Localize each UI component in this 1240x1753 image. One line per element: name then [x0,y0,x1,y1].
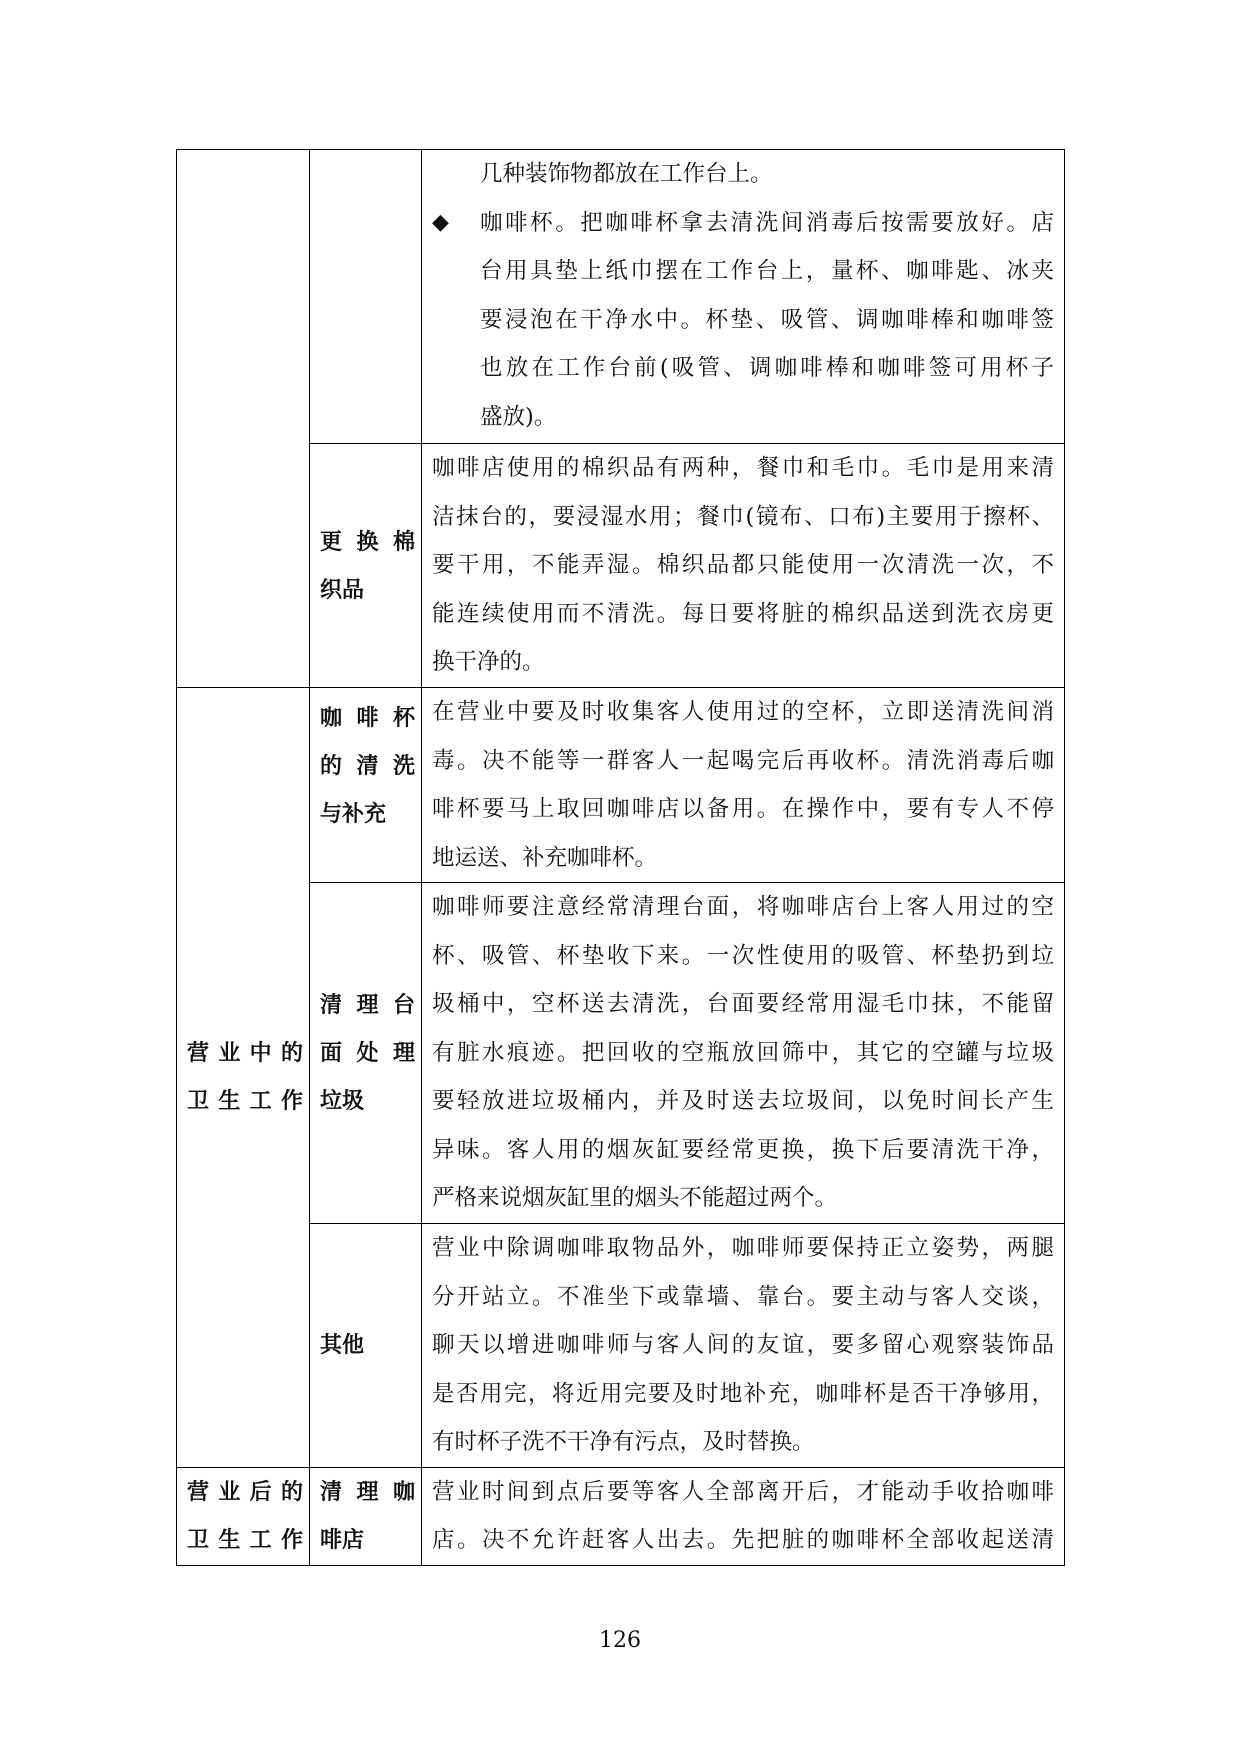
desc-line: 咖啡师要注意经常清理台面，将咖啡店台上客人用过的空 [432,894,1054,920]
subcategory-line: 更换棉 [320,528,415,555]
desc-line: 也放在工作台前(吸管、调咖啡棒和咖啡签可用杯子 [480,355,1054,381]
content-table [176,149,1065,1566]
desc-line: 几种装饰物都放在工作台上。 [480,161,773,187]
desc-line: 要轻放进垃圾桶内，并及时送去垃圾间，以免时间长产生 [432,1088,1054,1114]
desc-line: 台用具垫上纸巾摆在工作台上，量杯、咖啡匙、冰夹 [480,258,1054,284]
category-line: 营业中的 [187,1040,303,1067]
description-cell [422,150,1065,444]
category-cell [177,688,310,1468]
description-cell [422,883,1065,1224]
description-cell [422,1224,1065,1468]
desc-line: 咖啡店使用的棉织品有两种，餐巾和毛巾。毛巾是用来清 [432,455,1054,481]
desc-line: 啡杯要马上取回咖啡店以备用。在操作中，要有专人不停 [432,796,1054,822]
desc-line: 盛放)。 [480,403,557,430]
desc-line: 是否用完，将近用完要及时地补充，咖啡杯是否干净够用， [432,1380,1054,1407]
desc-line: 分开站立。不准坐下或靠墙、靠台。要主动与客人交谈， [432,1283,1054,1310]
subcategory-line: 清理咖 [320,1478,415,1505]
table-row [177,883,1065,1224]
desc-line: 店。决不允许赶客人出去。先把脏的咖啡杯全部收起送清 [432,1527,1054,1553]
subcategory-line: 咖啡杯 [320,705,415,731]
subcategory-line: 面处理 [320,1040,415,1066]
subcategory-line: 清理台 [320,992,415,1018]
desc-line: 地运送、补充咖啡杯。 [432,844,658,871]
subcategory-line: 织品 [320,576,365,603]
desc-line: 聊天以增进咖啡师与客人间的友谊，要多留心观察装饰品 [432,1332,1054,1358]
category-line: 卫生工作 [187,1526,303,1553]
table-row [177,150,1065,444]
category-line: 卫生工作 [187,1088,303,1115]
subcategory-line: 的清洗 [320,753,415,779]
subcategory-cell [310,1224,422,1468]
desc-line: 要干用，不能弄湿。棉织品都只能使用一次清洗一次，不 [432,552,1054,578]
desc-line: 异味。客人用的烟灰缸要经常更换，换下后要清洗干净， [432,1136,1054,1163]
desc-line: 要浸泡在干净水中。杯垫、吸管、调咖啡棒和咖啡签 [480,306,1054,333]
desc-line: ◆ 咖啡杯。把咖啡杯拿去清洗间消毒后按需要放好。店 [432,199,1054,248]
desc-line: 有脏水痕迹。把回收的空瓶放回筛中，其它的空罐与垃圾 [432,1039,1054,1066]
subcategory-cell [310,688,422,883]
desc-line: 能连续使用而不清洗。每日要将脏的棉织品送到洗衣房更 [432,600,1054,627]
description-cell [422,1467,1065,1565]
subcategory-cell [310,1467,422,1565]
table-row [177,1224,1065,1468]
desc-line: 严格来说烟灰缸里的烟头不能超过两个。 [432,1185,838,1211]
subcategory-cell [310,883,422,1224]
desc-line: 毒。决不能等一群客人一起喝完后再收杯。清洗消毒后咖 [432,747,1054,774]
table-row [177,444,1065,688]
page-number: 126 [599,1628,641,1653]
desc-line: 有时杯子洗不干净有污点，及时替换。 [432,1429,815,1455]
subcategory-line: 与补充 [320,801,387,827]
description-cell [422,688,1065,883]
subcategory-line: 其他 [320,1332,365,1359]
desc-line: 营业时间到点后要等客人全部离开后，才能动手收拾咖啡 [432,1478,1054,1505]
table-row [177,688,1065,883]
subcategory-line: 啡店 [320,1526,365,1553]
subcategory-cell [310,444,422,688]
category-cell [177,1467,310,1565]
desc-line: 圾桶中，空杯送去清洗，台面要经常用湿毛巾抹，不能留 [432,991,1054,1017]
desc-line: 洁抹台的，要浸湿水用；餐巾(镜布、口布)主要用于擦杯、 [432,503,1054,530]
category-cell-empty [177,150,310,688]
table-row [177,1467,1065,1565]
desc-line: 在营业中要及时收集客人使用过的空杯，立即送清洗间消 [432,699,1054,725]
subcategory-line: 垃圾 [320,1088,365,1114]
bullet-diamond-icon: ◆ [432,209,449,235]
description-cell [422,444,1065,688]
desc-line: 营业中除调咖啡取物品外，咖啡师要保持正立姿势，两腿 [432,1235,1054,1261]
subcategory-cell-empty [310,150,422,444]
category-line: 营业后的 [187,1478,303,1505]
desc-line: 杯、吸管、杯垫收下来。一次性使用的吸管、杯垫扔到垃 [432,942,1054,969]
desc-line: 换干净的。 [432,649,545,675]
